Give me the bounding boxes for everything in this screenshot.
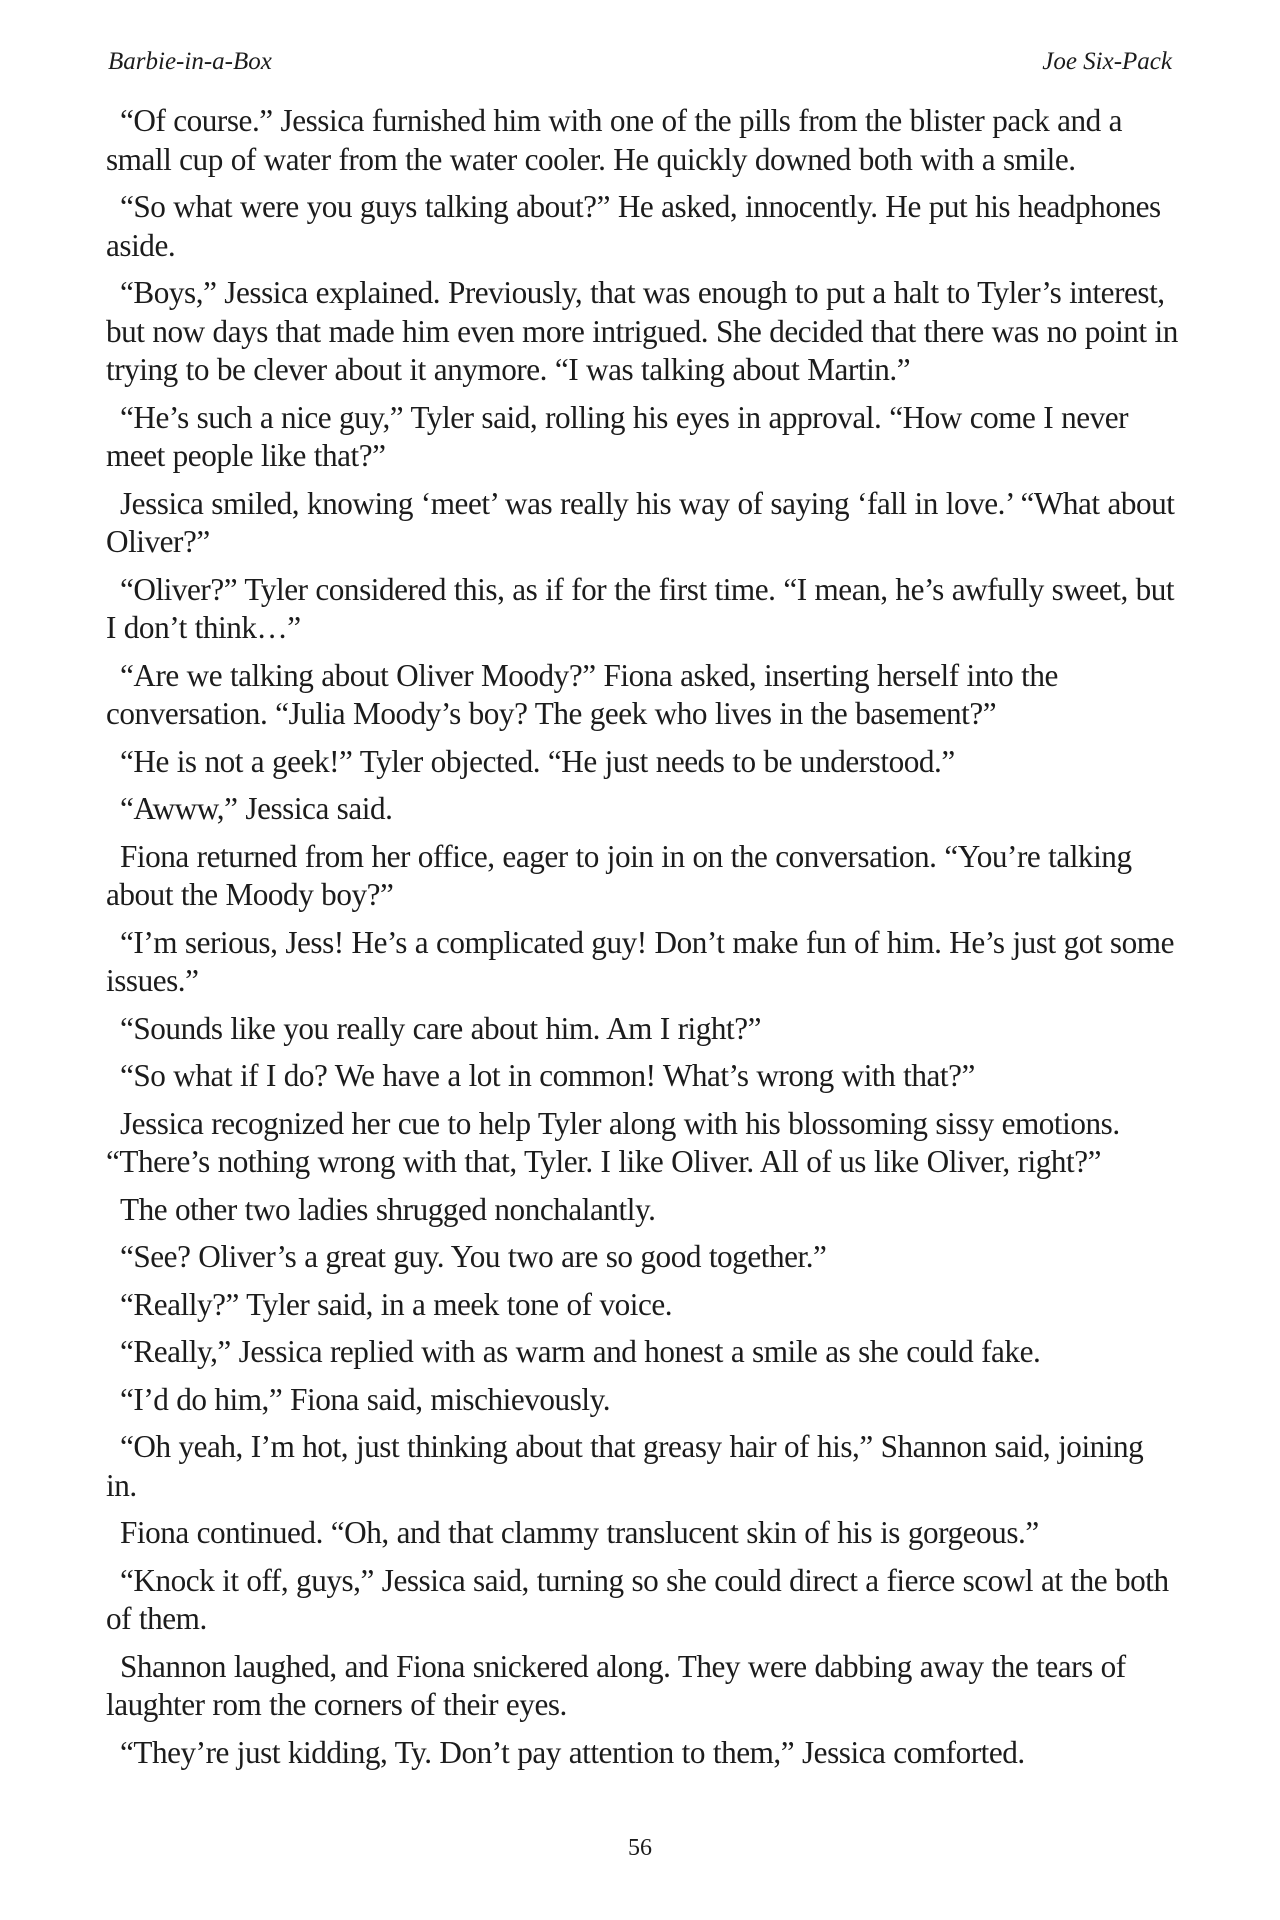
page-number: 56 (628, 1835, 652, 1861)
paragraph: “Knock it off, guys,” Jessica said, turning so she could direct a fierce scowl at the both of them. (106, 1562, 1169, 1636)
paragraph: “Really?” Tyler said, in a meek tone of voice. (120, 1286, 673, 1322)
paragraph: “So what were you guys talking about?” He asked, innocently. He put his headphones aside. (106, 189, 1161, 263)
paragraph: “Oh yeah, I’m hot, just thinking about that greasy hair of his,” Shannon said, joining in. (106, 1429, 1144, 1503)
paragraph: “Boys,” Jessica explained. Previously, that was enough to put a halt to Tyler’s interest, but now days that made him even more intrigued. She decided that there was no point in trying to be clever about it anymore. “I was talking about Martin.” (106, 275, 1178, 387)
paragraph: The other two ladies shrugged nonchalantly. (120, 1191, 656, 1227)
header-book-title: Barbie-in-a-Box (108, 48, 272, 75)
paragraph: “They’re just kidding, Ty. Don’t pay attention to them,” Jessica comforted. (120, 1734, 1025, 1770)
paragraph: “Awww,” Jessica said. (120, 791, 393, 826)
paragraph: “I’d do him,” Fiona said, mischievously. (120, 1381, 611, 1417)
paragraph: “Oliver?” Tyler considered this, as if for the first time. “I mean, he’s awfully sweet, but I don’t think…” (106, 571, 1175, 645)
paragraph: “Sounds like you really care about him. Am I right?” (120, 1010, 762, 1046)
paragraph: “See? Oliver’s a great guy. You two are so good together.” (120, 1239, 827, 1274)
paragraph: Fiona returned from her office, eager to join in on the conversation. “You’re talking about the Moody boy?” (106, 838, 1132, 912)
paragraph: “Of course.” Jessica furnished him with one of the pills from the blister pack and a small cup of water from the water cooler. He quickly downed both with a smile. (106, 103, 1123, 177)
paragraph: Jessica smiled, knowing ‘meet’ was really his way of saying ‘fall in love.’ “What about Oliver?” (106, 485, 1175, 559)
body-text (106, 102, 1180, 1781)
header-chapter-title: Joe Six-Pack (1042, 48, 1172, 75)
running-header (108, 48, 1172, 88)
paragraph: “I’m serious, Jess! He’s a complicated guy! Don’t make fun of him. He’s just got some issues.” (106, 924, 1174, 998)
paragraph: “Are we talking about Oliver Moody?” Fiona asked, inserting herself into the conversation. “Julia Moody’s boy? The geek who lives in the basement?” (106, 657, 1058, 731)
paragraph: Shannon laughed, and Fiona snickered along. They were dabbing away the tears of laughter rom the corners of their eyes. (106, 1648, 1126, 1722)
paragraph: “Really,” Jessica replied with as warm and honest a smile as she could fake. (120, 1334, 1041, 1369)
paragraph: “He is not a geek!” Tyler objected. “He just needs to be understood.” (120, 743, 955, 779)
paragraph: “He’s such a nice guy,” Tyler said, rolling his eyes in approval. “How come I never meet people like that?” (106, 399, 1129, 473)
paragraph: “So what if I do? We have a lot in common! What’s wrong with that?” (120, 1058, 975, 1093)
paragraph: Fiona continued. “Oh, and that clammy translucent skin of his is gorgeous.” (120, 1515, 1039, 1550)
paragraph: Jessica recognized her cue to help Tyler along with his blossoming sissy emotions. “There’s nothing wrong with that, Tyler. I like Oliver. All of us like Oliver, right?” (106, 1105, 1120, 1179)
